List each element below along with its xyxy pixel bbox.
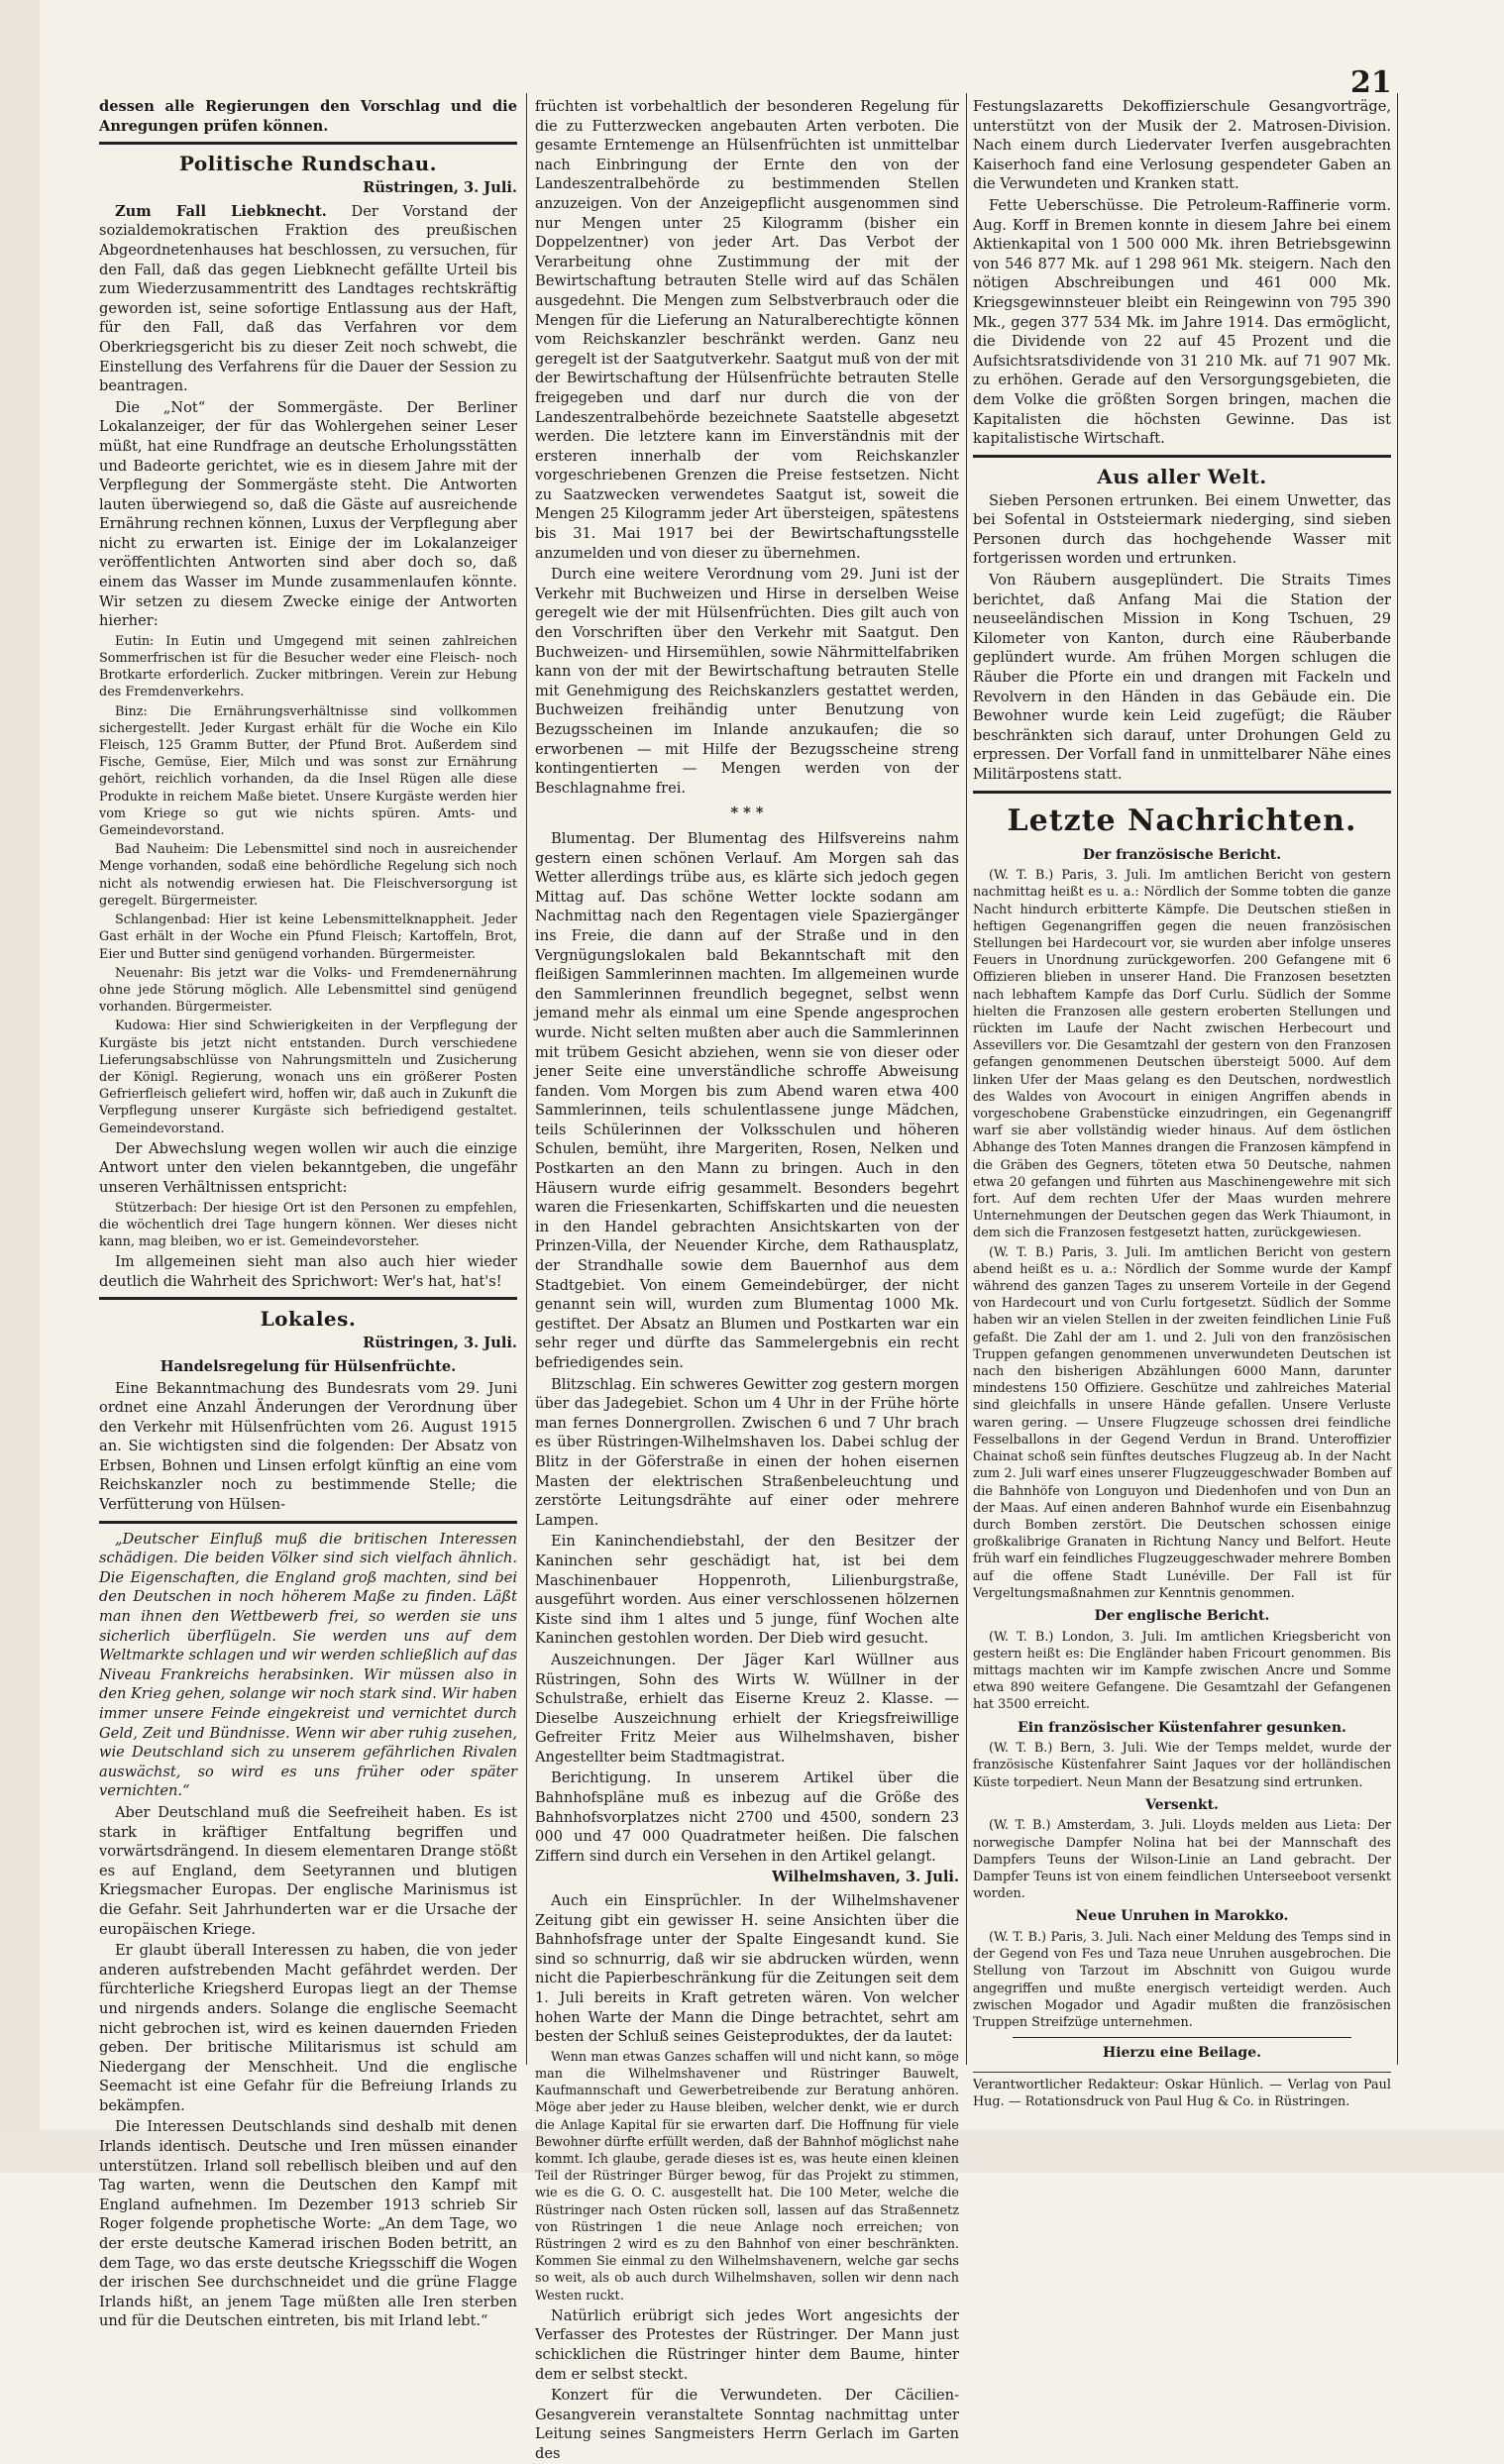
- section-heading-lokales: Lokales.: [260, 1307, 357, 1332]
- intro-text: dessen alle Regierungen den Vorschlag und die Anregungen prüfen können.: [99, 98, 517, 135]
- article-paragraph: Er glaubt überall Interessen zu haben, die von jeder anderen aufstrebenden Macht gefährdet werden. Der fürchterliche Kriegsherd Europas liegt an der Themse und nirgends anders. Solange die englische Seemacht nicht gebrochen ist, wird es keinen dauernden Frieden geben. Der britische Militarismus ist schuld am Niedergang der Menschheit. Und die englische Seemacht ist eine Gefahr für die Befreiung Irlands zu bekämpfen.: [99, 1942, 517, 2114]
- article-paragraph: Auszeichnungen. Der Jäger Karl Wüllner aus Rüstringen, Sohn des Wirts W. Wüllner in der Schulstraße, erhielt das Eiserne Kreuz 2. Klasse. — Dieselbe Auszeichnung erhielt der Kriegsfreiwillige Gefreiter Fritz Meier aus Wilhelmshaven, bisher Angestellter beim Stadtmagistrat.: [535, 1651, 959, 1766]
- section-heading-politische: Politische Rundschau.: [178, 152, 438, 176]
- section-divider: [99, 1521, 517, 1524]
- column-3: [973, 97, 1391, 2109]
- article-paragraph: Die Interessen Deutschlands sind deshalb mit denen Irlands identisch. Deutsche und Iren müssen einander unterstützen. Irland soll rebellisch bleiben und auf den Tag warten, wenn die Deutschen den Kampf mit England aufnehmen. Im Dezember 1913 schrieb Sir Roger folgende prophetische Worte: „An dem Tage, wo der erste deutsche Kamerad irischen Boden betritt, an dem Tage, wo das erste deutsche Kriegsschiff die Wogen der irischen See durchschneidet und die grüne Flagge Irlands hißt, an jenem Tage müßten alle Iren sterben und für die Deutschen eintreten, bis mit Irland lebt.“: [99, 2118, 517, 2330]
- section-heading-welt: Aus aller Welt.: [1097, 464, 1267, 488]
- supplement-note: Hierzu eine Beilage.: [1102, 2045, 1262, 2062]
- article-paragraph: Eine Bekanntmachung des Bundesrats vom 29. Juni ordnet eine Anzahl Änderungen der Verordnung über den Verkehr mit Hülsenfrüchten vom 26. August 1915 an. Sie wichtigsten sind die folgenden: Der Absatz von Erbsen, Bohnen und Linsen erfolgt künftig an eine vom Reichskanzler noch zu bestimmende Stelle; die Verfütterung von Hülsen-: [99, 1379, 517, 1514]
- article-paragraph: Die „Not“ der Sommergäste. Der Berliner Lokalanzeiger, der für das Wohlergehen seiner Leser müßt, hat eine Rundfrage an deutsche Erholungsstätten und Badeorte gerichtet, wie es in diesem Jahre mit der Verpflegung der Sommergäste steht. Die Antworten lauten überwiegend so, daß die Gäste auf ausreichende Ernährung rechnen können, Luxus der Verpflegung aber nicht zu erwarten ist. Einige der im Lokalanzeiger veröffentlichten Antworten sind aber doch so, daß einem das Wasser im Munde zusammenlaufen könnte. Wir setzen zu diesem Zwecke einige der Antworten hierher:: [99, 398, 517, 630]
- article-paragraph: Fette Ueberschüsse. Die Petroleum-Raffinerie vorm. Aug. Korff in Bremen konnte in diesem Jahre bei einem Aktienkapital von 1 500 000 Mk. ihren Betriebsgewinn von 546 877 Mk. auf 1 298 961 Mk. steigern. Nach den nötigen Abschreibungen und 461 000 Mk. Kriegsgewinnsteuer bleibt ein Reingewinn von 795 390 Mk., gegen 377 534 Mk. im Jahre 1914. Das ermöglicht, die Dividende von 22 auf 45 Prozent und die Aufsichtsratsdividende von 31 210 Mk. auf 71 907 Mk. zu erhöhen. Gerade auf den Versorgungsgebieten, die dem Volke die größten Sorgen bringen, machen die Kapitalisten die höchsten Gewinne. Das ist kapitalistische Wirtschaft.: [973, 196, 1391, 448]
- news-report: (W. T. B.) Paris, 3. Juli. Nach einer Meldung des Temps sind in der Gegend von Fes und Taza neue Unruhen ausgebrochen. Die Stellung von Tarzout im Abschnitt von Guigou wurde angegriffen und mußte energisch verteidigt werden. Auch zwischen Mogador und Agadir mußten die französischen Truppen Streifzüge unternehmen.: [973, 1929, 1391, 2030]
- imprint: Verantwortlicher Redakteur: Oskar Hünlich. — Verlag von Paul Hug. — Rotationsdruck von Paul Hug & Co. in Rüstringen.: [973, 2072, 1391, 2110]
- article-paragraph: Zum Fall Liebknecht. Der Vorstand der sozialdemokratischen Fraktion des preußischen Abgeordnetenhauses hat beschlossen, zu versuchen, für den Fall, daß das gegen Liebknecht gefällte Urteil bis zum Wiederzusammentritt des Landtages rechtskräftig geworden ist, seine sofortige Entlassung aus der Haft, für den Fall, daß das Verfahren vor dem Oberkriegsgericht bis zu dieser Zeit noch schwebt, die Einstellung des Verfahrens für die Dauer der Session zu beantragen.: [99, 202, 517, 395]
- article-lead: Zum Fall Liebknecht.: [115, 202, 327, 220]
- article-paragraph: Blumentag. Der Blumentag des Hilfsvereins nahm gestern einen schönen Verlauf. Am Morgen sah das Wetter allerdings trübe aus, es klärte sich jedoch gegen Mittag auf. Das schöne Wetter lockte sodann am Nachmittag nach den Regentagen viele Spaziergänger ins Freie, die dann auf der Straße und in den Vergnügungslokalen bald Bekanntschaft mit den fleißigen Sammlerinnen machten. Im allgemeinen wurde den Sammlerinnen freundlich begegnet, selbst wenn jemand mehr als einmal um eine Spende angesprochen wurde. Nicht selten mußten aber auch die Sammlerinnen mit trübem Gesicht abziehen, wenn sie von dieser oder jener Seite eine unverständliche schroffe Abweisung fanden. Vom Morgen bis zum Abend waren etwa 400 Sammlerinnen, teils schulentlassene junge Mädchen, teils Schülerinnen der Volksschulen und höheren Schulen, bemüht, ihre Margeriten, Rosen, Nelken und Postkarten an den Mann zu bringen. Auch in den Häusern wurde eifrig gesammelt. Besonders begehrt waren die Friesenkarten, Schiffskarten und die neuesten in den Handel gebrachten Ansichtskarten von der Prinzen-Villa, der Neuender Kirche, dem Rathausplatz, der Strandhalle sowie dem Bauernhof aus dem Stadtgebiet. Von einem Gemeindebürger, der nicht genannt sein will, wurden zum Blumentag 1000 Mk. gestiftet. Der Absatz an Blumen und Postkarten war ein sehr reger und dürfte das Sammelergebnis ein recht befriedigendes sein.: [535, 829, 959, 1371]
- column-rule: [966, 93, 967, 2065]
- article-paragraph: Aber Deutschland muß die Seefreiheit haben. Es ist stark in kräftiger Entfaltung begriffen und vorwärtsdrängend. In diesem elementaren Drange stößt es auf England, dem Seetyrannen und blutigen Kriegsmacher Europas. Der englische Marinismus ist die Gefahr. Seit Jahrhunderten war er die Ursache der europäischen Kriege.: [99, 1803, 517, 1938]
- article-paragraph: Ein Kaninchendiebstahl, der den Besitzer der Kaninchen sehr geschädigt hat, ist bei dem Maschinenbauer Hoppenroth, Lilienburgstraße, ausgeführt worden. Aus einer verschlossenen hölzernen Kiste sind ihm 1 altes und 5 junge, fünf Wochen alte Kaninchen gestohlen worden. Der Dieb wird gesucht.: [535, 1533, 959, 1648]
- column-2: [535, 97, 959, 2462]
- section-divider: [973, 455, 1391, 458]
- article-subhead: Versenkt.: [1145, 1796, 1219, 1813]
- quoted-answer: Binz: Die Ernährungsverhältnisse sind vollkommen sichergestellt. Jeder Kurgast erhält für die Woche ein Kilo Fleisch, 125 Gramm Butter, der Pfund Brot. Außerdem sind Fische, Gemüse, Eier, Milch und was sonst zur Ernährung gehört, reichlich vorhanden, da die Insel Rügen alle diese Produkte in reichem Maße bietet. Unsere Kurgäste werden hier vom Kriege so gut wie nichts spüren. Amts- und Gemeindevorstand.: [99, 703, 517, 839]
- quoted-answer: Kudowa: Hier sind Schwierigkeiten in der Verpflegung der Kurgäste bis jetzt nicht entstanden. Durch verschiedene Lieferungsabschlüsse von Nahrungsmitteln und Zusicherung der Königl. Regierung, wonach uns ein größerer Posten Gefrierfleisch geliefert wird, hoffen wir, daß auch in Zukunft die Verpflegung unserer Kurgäste sich befriedigend gestaltet. Gemeindevorstand.: [99, 1018, 517, 1136]
- column-1: [99, 97, 517, 2330]
- section-divider: [99, 142, 517, 145]
- dateline: Rüstringen, 3. Juli.: [363, 1335, 517, 1352]
- article-paragraph: Festungslazaretts Dekoffizierschule Gesangvorträge, unterstützt von der Musik der 2. Matrosen-Division. Nach einem durch Liedervater Iverfen ausgebrachten Kaiserhoch fand eine Verlosung gespendeter Gaben an die Verwundeten und Kranken statt.: [973, 98, 1391, 193]
- news-report: (W. T. B.) Paris, 3. Juli. Im amtlichen Bericht von gestern nachmittag heißt es u. a.: Nördlich der Somme tobten die ganze Nacht hindurch erbitterte Kämpfe. Die Deutschen stießen in heftigen Gegenangriffen gegen die neuen französischen Stellungen bei Hardecourt vor, sie wurden aber infolge unseres Feuers in Unordnung zurückgeworfen. 200 Gefangene mit 6 Offizieren blieben in unserer Hand. Die Franzosen besetzten nach lebhaftem Kampfe das Dorf Curlu. Südlich der Somme hielten die Franzosen alle gestern eroberten Stellungen und rückten im Laufe der Nacht zwischen Herbecourt und Assevillers vor. Die Gesamtzahl der gestern von den Franzosen gefangen genommenen Deutschen übersteigt 5000. Auf dem linken Ufer der Maas gelang es den Deutschen, nordwestlich des Waldes von Avocourt in einigen Angriffen abends in vorgeschobene Grabenstücke einzudringen, ein Gegenangriff warf sie aber vollständig wieder hinaus. Auf dem östlichen Abhange des Toten Mannes drangen die Franzosen kämpfend in die Gräben des Gegners, töteten etwa 50 Deutsche, nahmen etwa 20 gefangen und führten aus Maschinengewehre mit sich fort. Auf dem rechten Ufer der Maas wurden mehrere Unternehmungen der Deutschen gegen das Werk Thiaumont, in dem sich die Franzosen festgesetzt hatten, zurückgewiesen.: [973, 868, 1391, 1241]
- column-rule: [526, 93, 527, 2065]
- article-paragraph: Blitzschlag. Ein schweres Gewitter zog gestern morgen über das Jadegebiet. Schon um 4 Uhr in der Frühe hörte man fernes Donnergrollen. Zwischen 6 und 7 Uhr brach es über Rüstringen-Wilhelmshaven los. Dabei schlug der Blitz in der Göferstraße in einen der hohen eisernen Masten der elektrischen Straßenbeleuchtung und zerstörte Leitungsdrähte auf einer oder mehrere Lampen.: [535, 1375, 959, 1529]
- news-report: (W. T. B.) Bern, 3. Juli. Wie der Temps meldet, wurde der französische Küstenfahrer Saint Jaques vor der holländischen Küste torpediert. Neun Mann der Besatzung sind ertrunken.: [973, 1741, 1391, 1790]
- article-subhead: Neue Unruhen in Marokko.: [1075, 1908, 1289, 1925]
- article-paragraph: Konzert für die Verwundeten. Der Cäcilien-Gesangverein veranstaltete Sonntag nachmittag unter Leitung seines Sangmeisters Herrn Gerlach im Garten des: [535, 2387, 959, 2462]
- dateline: Rüstringen, 3. Juli.: [363, 179, 517, 197]
- article-paragraph: Von Räubern ausgeplündert. Die Straits Times berichtet, daß Anfang Mai die Station der neuseeländischen Mission in Kong Tschuen, 29 Kilometer von Kanton, durch eine Räuberbande geplündert wurde. Am frühen Morgen schlugen die Räuber die Pforte ein und drangen mit Fackeln und Revolvern in den Händen in das Gebäude ein. Die Bewohner wurde kein Leid zugefügt; die Räuber beschränkten sich darauf, unter Drohungen Geld zu erpressen. Der Vorfall fand in unmittelbarer Nähe eines Militärpostens statt.: [973, 572, 1391, 783]
- quoted-letter: Wenn man etwas Ganzes schaffen will und nicht kann, so möge man die Wilhelmshavener und Rüstringer Bauwelt, Kaufmannschaft und Gewerbetreibende zur Beratung anhören. Möge aber jeder zu Hause bleiben, welcher denkt, wie er durch die Anlage Kapital für sie erwarten darf. Die Hoffnung für viele Bewohner dürfte erfüllt werden, daß der Bahnhof möglichst nahe kommt. Ich glaube, gerade dieses ist es, was heute einen kleinen Teil der Rüstringer Bürger bewog, für das Projekt zu stimmen, wie es die G. O. C. ausgestellt hat. Die 100 Meter, welche die Rüstringer nach Osten rücken soll, lassen auf das Straßennetz von Rüstringen 1 die neue Anlage noch erreichen; von Rüstringen 2 wird es zu den Bahnhof von einer beschränkten. Kommen Sie einmal zu den Wilhelmshavenern, welche gar sechs so weit, als ob auch durch Wilhelmshaven, sollen wir denn nach Westen ruckt.: [535, 2049, 959, 2303]
- article-paragraph: Im allgemeinen sieht man also auch hier wieder deutlich die Wahrheit des Sprichwort: Wer's hat, hat's!: [99, 1253, 517, 1290]
- article-subhead: Ein französischer Küstenfahrer gesunken.: [1018, 1719, 1346, 1736]
- article-paragraph: Natürlich erübrigt sich jedes Wort angesichts der Verfasser des Protestes der Rüstringer. Der Mann just schicklichen die Rüstringer hinter dem Baume, hinter dem er selbst steckt.: [535, 2306, 959, 2383]
- quoted-answer: Schlangenbad: Hier ist keine Lebensmittelknappheit. Jeder Gast erhält in der Woche ein Pfund Fleisch; Kartoffeln, Brot, Eier und Butter sind genügend vorhanden. Bürgermeister.: [99, 912, 517, 962]
- section-divider: [973, 791, 1391, 794]
- article-paragraph: Berichtigung. In unserem Artikel über die Bahnhofspläne muß es inbezug auf die Größe des Bahnhofsvorplatzes nicht 2700 und 4500, sondern 23 000 und 47 000 Quadratmeter heißen. Die falschen Ziffern sind durch ein Versehen in den Artikel gelangt.: [535, 1769, 959, 1865]
- quoted-answer: Stützerbach: Der hiesige Ort ist den Personen zu empfehlen, die wöchentlich drei Tage hungern können. Wer dieses nicht kann, mag bleiben, wo er ist. Gemeindevorsteher.: [99, 1200, 517, 1249]
- dateline: Wilhelmshaven, 3. Juli.: [772, 1869, 959, 1886]
- page-number: 21: [1350, 65, 1392, 100]
- section-divider: [99, 1297, 517, 1300]
- article-subhead: Der französische Bericht.: [1082, 846, 1282, 863]
- article-paragraph: Durch eine weitere Verordnung vom 29. Juni ist der Verkehr mit Buchweizen und Hirse in derselben Weise geregelt wie der mit Hülsenfrüchten. Dies gilt auch von den Vorschriften über den Verkehr mit Saatgut. Den Buchweizen- und Hirsemühlen, sowie Nährmittelfabriken kann von der mit der Bewirtschaftung betrauten Stelle mit Genehmigung des Reichskanzlers gestattet werden, Buchweizen freihändig unter Benutzung von Bezugsscheinen im Inlande anzukaufen; die so erworbenen — mit Hilfe der Bezugsscheine streng kontingentierten — Mengen werden von der Beschlagnahme frei.: [535, 566, 959, 797]
- article-paragraph: Auch ein Einsprüchler. In der Wilhelmshavener Zeitung gibt ein gewisser H. seine Ansichten über die Bahnhofsfrage unter der Spalte Eingesandt kund. Sie sind so schnurrig, daß wir sie abdrucken würden, wenn nicht die Papierbeschränkung für die Zeitungen seit dem 1. Juli bereits in Kraft getreten wären. Von welcher hohen Warte der Mann die Dinge betrachtet, sehrt am besten der Schluß seines Geisteproduktes, der da lautet:: [535, 1892, 959, 2046]
- article-paragraph: Sieben Personen ertrunken. Bei einem Unwetter, das bei Sofental in Oststeiermark niederging, sind sieben Personen durch das hochgehende Wasser mit fortgerissen worden und ertrunken.: [973, 491, 1391, 568]
- divider: [1013, 2037, 1351, 2038]
- separator-stars: * * *: [730, 804, 764, 822]
- news-report: (W. T. B.) London, 3. Juli. Im amtlichen Kriegsbericht von gestern heißt es: Die Engländer haben Fricourt genommen. Bis mittags machten wir im Kampfe zwischen Ancre und Somme etwa 890 weitere Gefangene. Die Gesamtzahl der Gefangenen hat 3500 erreicht.: [973, 1629, 1391, 1713]
- section-heading-letzte: Letzte Nachrichten.: [1007, 803, 1357, 838]
- page-margin: [0, 0, 40, 2173]
- news-report: (W. T. B.) Amsterdam, 3. Juli. Lloyds melden aus Lieta: Der norwegische Dampfer Nolina hat bei der Mannschaft des Dampfers Teuns der Wilson-Linie an Land gebracht. Der Dampfer Teuns ist von einem feindlichen Unterseeboot versenkt worden.: [973, 1818, 1391, 1902]
- article-paragraph: früchten ist vorbehaltlich der besonderen Regelung für die zu Futterzwecken angebauten Arten verboten. Die gesamte Erntemenge an Hülsenfrüchten ist unmittelbar nach Einbringung der Ernte den von der Landeszentralbehörde zu bestimmenden Stellen anzuzeigen. Von der Anzeigepflicht ausgenommen sind nur Mengen unter 25 Kilogramm (bisher ein Doppelzentner) von jeder Art. Das Verbot der Verarbeitung ohne Zustimmung der mit der Bewirtschaftung betrauten Stelle wird auf das Schälen ausgedehnt. Die Mengen zum Selbstverbrauch oder die Mengen für die Lieferung an Naturalberechtigte können vom Reichskanzler beschränkt werden. Ganz neu geregelt ist der Saatgutverkehr. Saatgut muß von der mit der Bewirtschaftung der Hülsenfrüchte betrauten Stelle freigegeben und darf nur durch die von der Landeszentralbehörde bezeichnete Saatstelle abgesetzt werden. Die letztere kann im Einverständnis mit der ersteren innerhalb der vom Reichskanzler vorgeschriebenen Grenzen die Preise festsetzen. Nicht zu Saatzwecken verwendetes Saatgut ist, soweit die Mengen 25 Kilogramm jeder Art übersteigen, spätestens bis 31. Mai 1917 bei der Bewirtschaftungsstelle anzumelden und von dieser zu übernehmen.: [535, 98, 959, 562]
- quoted-answer: Eutin: In Eutin und Umgegend mit seinen zahlreichen Sommerfrischen ist für die Besucher weder eine Fleisch- noch Brotkarte erforderlich. Zucker mitbringen. Verein zur Hebung des Fremdenverkehrs.: [99, 633, 517, 700]
- quoted-answer: Neuenahr: Bis jetzt war die Volks- und Fremdenernährung ohne jede Störung möglich. Alle Lebensmittel sind genügend vorhanden. Bürgermeister.: [99, 965, 517, 1016]
- article-paragraph: „Deutscher Einfluß muß die britischen Interessen schädigen. Die beiden Völker sind sich vielfach ähnlich. Die Eigenschaften, die England groß machten, sind bei den Deutschen in noch höherem Maße zu finden. Läßt man ihnen den Wettbewerb frei, so werden sie uns sicherlich überflügeln. Sie werden uns auf dem Weltmarkte schlagen und wir werden schließlich auf das Niveau Frankreichs herabsinken. Wir müssen also in den Krieg gehen, solange wir noch stark sind. Wir haben immer unsere Feinde eingekreist und vernichtet durch Geld, Zeit und Bündnisse. Wenn wir aber ruhig zusehen, wie Deutschland sich zu unserem gefährlichen Rivalen auswächst, so wird es uns früher oder später vernichten.“: [99, 1530, 517, 1800]
- news-report: (W. T. B.) Paris, 3. Juli. Im amtlichen Bericht von gestern abend heißt es u. a.: Nördlich der Somme wurde der Kampf während des ganzen Tages zu unserem Vorteile in der Gegend von Hardecourt und von Curlu fortgesetzt. Südlich der Somme haben wir an vielen Stellen in der zweiten feindlichen Linie Fuß gefaßt. Die Zahl der am 1. und 2. Juli von den französischen Truppen gefangen genommenen unverwundeten Deutschen ist nach den bisherigen Abzählungen 6000 Mann, darunter mindestens 150 Offiziere. Geschütze und zahlreiches Material sind gleichfalls in unsere Hände gefallen. Unsere Verluste waren gering. — Unsere Flugzeuge schossen drei feindliche Fesselballons in der Gegend Verdun in Brand. Unteroffizier Chainat schoß sein fünftes deutsches Flugzeug ab. In der Nacht zum 2. Juli warf eines unserer Flugzeuggeschwader Bomben auf die Bahnhöfe von Longuyon und Diedenhofen und von Dun an der Maas. Auf einen anderen Bahnhof wurde ein Eisenbahnzug durch Bomben zerstört. Die Deutschen schossen einige großkalibrige Granaten in Richtung Nancy und Belfort. Heute früh warf ein feindliches Flugzeuggeschwader mehrere Bomben auf die offene Stadt Lunéville. Der Fall ist für Vergeltungsmaßnahmen zur Kenntnis genommen.: [973, 1244, 1391, 1601]
- article-subhead: Handelsregelung für Hülsenfrüchte.: [160, 1357, 457, 1375]
- column-rule: [1397, 93, 1398, 2065]
- article-subhead: Der englische Bericht.: [1094, 1607, 1270, 1624]
- article-paragraph: Der Abwechslung wegen wollen wir auch die einzige Antwort unter den vielen bekanntgeben, die ungefähr unseren Verhältnissen entspricht:: [99, 1139, 517, 1196]
- quoted-answer: Bad Nauheim: Die Lebensmittel sind noch in ausreichender Menge vorhanden, sodaß eine behördliche Regelung sich noch nicht als notwendig erwiesen hat. Die Fleischversorgung ist geregelt. Bürgermeister.: [99, 842, 517, 909]
